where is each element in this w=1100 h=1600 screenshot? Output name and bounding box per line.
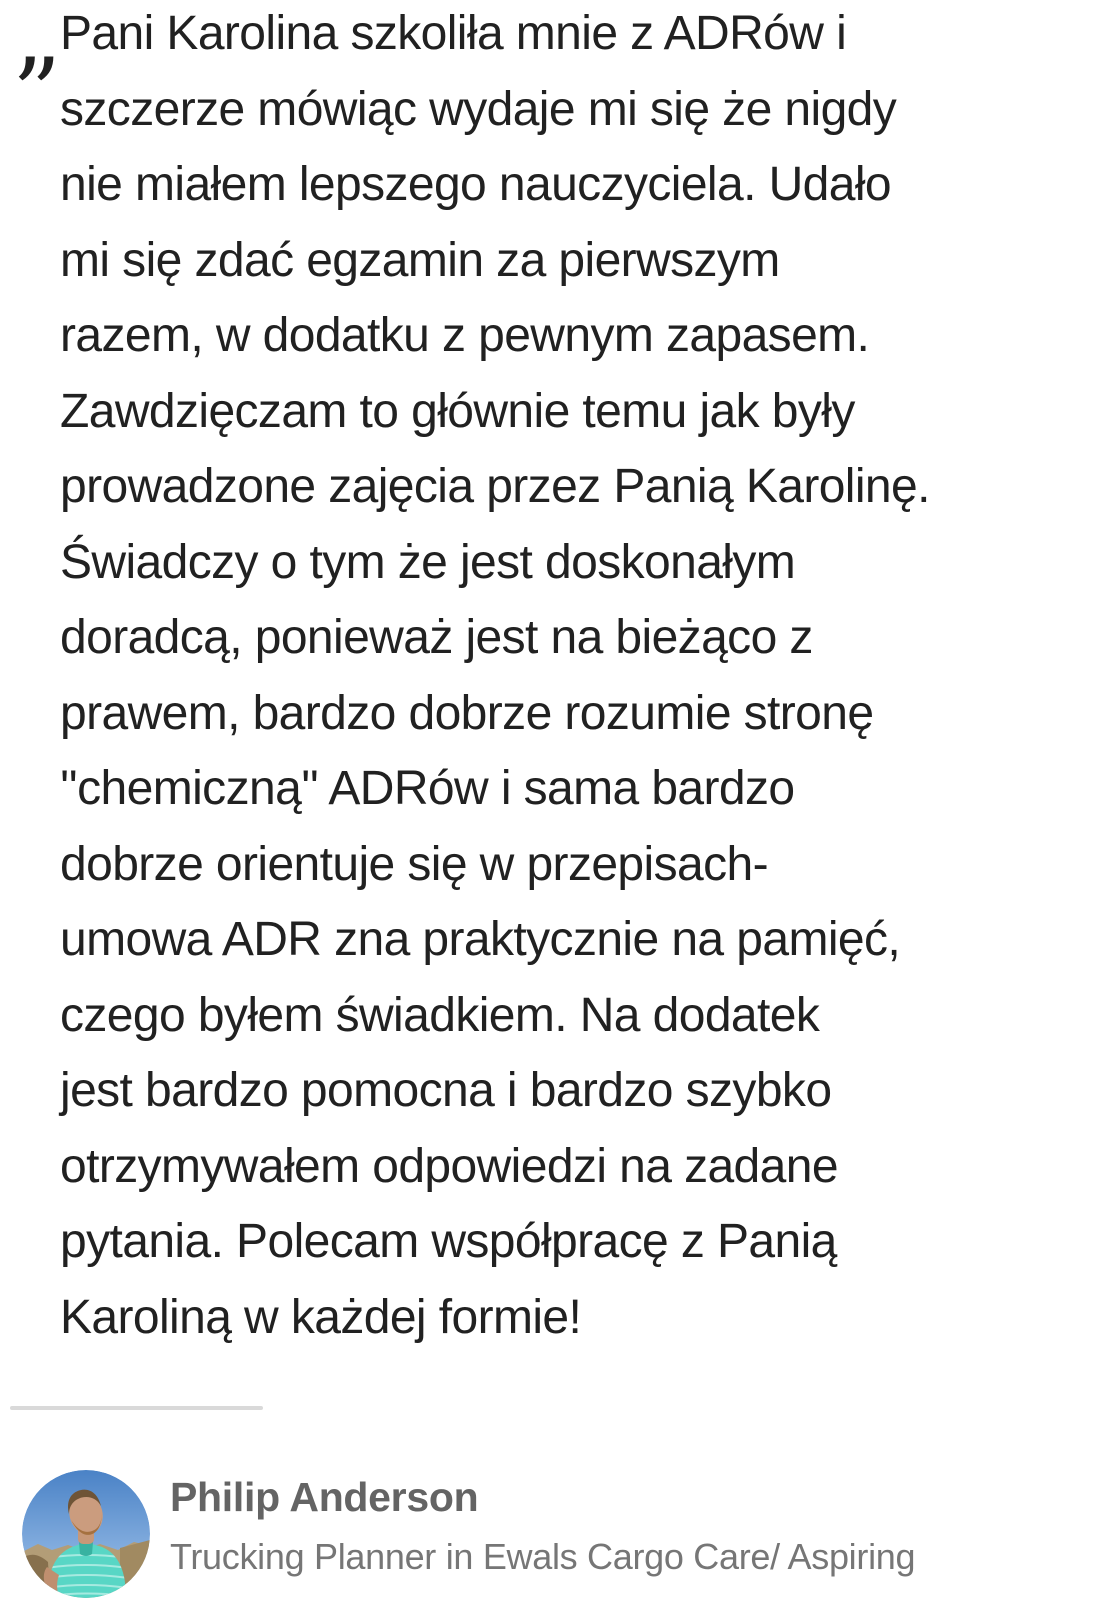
quote-line: umowa ADR zna praktycznie na pamięć,: [60, 913, 901, 966]
quote-line: Zawdzięczam to głównie temu jak były: [60, 384, 855, 438]
quote-line: prowadzone zajęcia przez Panią Karolinę.: [60, 460, 930, 513]
quote-line: razem, w dodatku z pewnym zapasem.: [60, 309, 870, 362]
quote-line: pytania. Polecam współpracę z Panią: [60, 1215, 837, 1268]
quote-line: Pani Karolina szkoliła mnie z ADRów i: [60, 7, 847, 60]
testimonial-text: [60, 0, 1094, 1355]
author-name: Philip Anderson: [170, 1474, 479, 1520]
divider: [10, 1406, 263, 1410]
quote-line: mi się zdać egzamin za pierwszym: [60, 233, 780, 287]
avatar-photo-icon: [22, 1470, 150, 1598]
quote-line: prawem, bardzo dobrze rozumie stronę: [60, 686, 874, 740]
avatar: [22, 1470, 150, 1598]
quote-icon: ”: [12, 38, 62, 150]
quote-line: dobrze orientuje się w przepisach-: [60, 837, 768, 891]
quote-line: doradcą, ponieważ jest na bieżąco z: [60, 611, 813, 664]
quote-line: Karoliną w każdej formie!: [60, 1290, 582, 1344]
author-title: Trucking Planner in Ewals Cargo Care/ Aspiring: [170, 1536, 916, 1577]
quote-line: szczerze mówiąc wydaje mi się że nigdy: [60, 82, 897, 136]
quote-line: jest bardzo pomocna i bardzo szybko: [60, 1064, 832, 1117]
quote-line: otrzymywałem odpowiedzi na zadane: [60, 1139, 838, 1193]
quote-line: Świadczy o tym że jest doskonałym: [60, 535, 796, 589]
quote-line: czego byłem świadkiem. Na dodatek: [60, 988, 820, 1042]
quote-line: nie miałem lepszego nauczyciela. Udało: [60, 158, 891, 211]
author-block: [22, 1470, 1100, 1600]
quote-line: ''chemiczną'' ADRów i sama bardzo: [60, 762, 795, 815]
